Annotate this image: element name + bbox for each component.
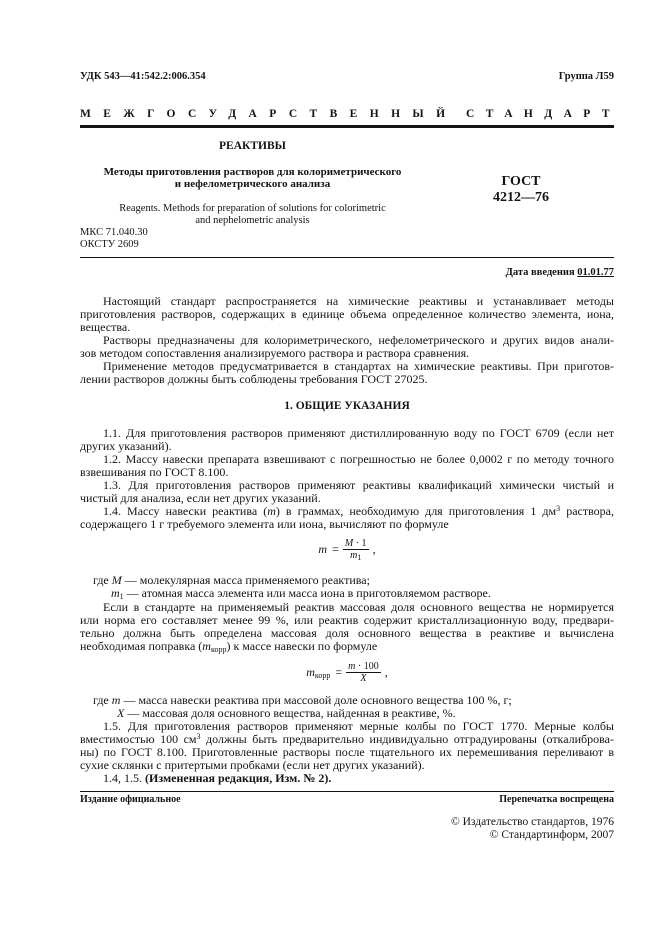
text-line: приготовления растворов, содержащих в единице объема определенное количество элемента, иона, — [80, 307, 614, 321]
text-line: или норма его составляет менее 99 %, или реактив содержит кристаллизационную воду, предвари- — [80, 613, 614, 627]
standard-designation — [470, 174, 572, 206]
subtitle-en-line: Reagents. Methods for preparation of solutions for colorimetric — [119, 203, 386, 214]
gost-number: 4212—76 — [493, 190, 549, 205]
formula-numerator: m · 100 — [348, 660, 379, 672]
correction-paragraph — [80, 601, 614, 653]
group-code: Группа Л59 — [558, 71, 614, 82]
formula-equals: = — [335, 664, 343, 679]
formula-2-legend — [80, 694, 614, 720]
formula-comma: , — [384, 664, 388, 679]
text-line: Растворы предназначены для колориметрического, нефелометрического и других видов анали- — [103, 333, 614, 347]
text-line: необходимая поправка $(m_{корр})$ к массе навески по формуле — [80, 639, 378, 654]
document-title: РЕАКТИВЫ — [219, 140, 286, 152]
clause-1-4 — [80, 505, 614, 531]
subtitle-en-line: and nephelometric analysis — [195, 215, 310, 226]
intro-paragraph-1 — [80, 295, 614, 334]
text-line: тельно должна быть определена массовая доля основного вещества в реактиве и вычислена — [80, 626, 614, 640]
formula-lhs: m — [318, 541, 328, 556]
footer-rule — [80, 791, 614, 792]
classification-codes — [80, 227, 148, 251]
subtitle-russian — [80, 166, 425, 190]
text-line: X — массовая доля основного вещества, найденная в реактиве, %. — [117, 706, 456, 720]
text-line: ны) по ГОСТ 8.100. Приготовленные растворы после тщательного их перемешивания переливают в — [80, 745, 614, 759]
text-line: лении растворов должны быть соблюдены требования ГОСТ 27025. — [80, 372, 428, 386]
amendment-note — [80, 772, 614, 785]
okstu-code: ОКСТУ 2609 — [80, 239, 139, 250]
gost-label: ГОСТ — [501, 174, 541, 189]
title-rule — [80, 257, 614, 258]
banner-interstate: МЕЖГОСУДАРСТВЕННЫЙ — [80, 108, 458, 120]
clause-1-2 — [80, 453, 614, 479]
formula-lhs: $m_{корр}$ — [306, 664, 331, 680]
text-line: вещества. — [80, 320, 131, 334]
formula-equals: = — [332, 541, 339, 556]
banner-standard: СТАНДАРТ — [466, 108, 621, 120]
effective-date-value: 01.01.77 — [577, 267, 614, 278]
formula-fraction — [343, 538, 369, 561]
text-line: Если в стандарте на применяемый реактив массовая доля основного вещества не нормируется — [103, 600, 614, 614]
subtitle-ru-line: и нефелометрического анализа — [174, 178, 331, 190]
text-line: где m — масса навески реактива при массовой доле основного вещества 100 %, г; — [93, 693, 512, 707]
effective-date-label: Дата введения — [505, 267, 575, 278]
text-line: зов методом сопоставления анализируемого раствора и раствора сравнения. — [80, 346, 470, 360]
formula-numerator: M · 1 — [344, 537, 367, 549]
formula-correction — [80, 659, 614, 685]
effective-date — [506, 266, 614, 279]
text-line: 1.3. Для приготовления растворов применяют реактивы квалификаций химически чистый и — [103, 478, 614, 492]
intro-paragraph-3 — [80, 360, 614, 386]
formula-mass — [80, 536, 614, 562]
banner-rule — [80, 125, 614, 128]
text-line: содержащего 1 г требуемого элемента или иона, вычисляют по формуле — [80, 517, 449, 531]
clause-1-1 — [80, 427, 614, 453]
formula-denominator: X — [360, 672, 367, 684]
subtitle-english — [80, 203, 425, 227]
formula-comma: , — [372, 541, 376, 556]
udc-code: УДК 543—41:542.2:006.354 — [80, 71, 206, 82]
subtitle-ru-line: Методы приготовления растворов для колориметрического — [103, 166, 402, 178]
text-line: Применение методов предусматривается в стандартах на химические реактивы. При приготов- — [103, 359, 614, 373]
text-line: чистый для анализа, если нет других указаний. — [80, 491, 321, 505]
text-line: взвешивания по ГОСТ 8.100. — [80, 465, 229, 479]
text-line: 1.4. Массу навески реактива (m) в граммах, необходимую для приготовления 1 $дм^3$ раствора, — [103, 504, 614, 518]
copyright-line: © Стандартинформ, 2007 — [489, 829, 614, 841]
formula-denominator: $m_1$ — [350, 549, 362, 562]
mks-code: МКС 71.040.30 — [80, 227, 148, 238]
formula-1-legend — [80, 574, 614, 600]
text-line: 1.4, 1.5. (Измененная редакция, Изм. № 2). — [103, 771, 332, 785]
text-line: где M — молекулярная масса применяемого реактива; — [93, 573, 370, 587]
copyright-line: © Издательство стандартов, 1976 — [450, 816, 614, 828]
copyright-block — [451, 816, 614, 842]
text-line: 1.5. Для приготовления растворов применяют мерные колбы по ГОСТ 1770. Мерные колбы — [103, 719, 614, 733]
formula-fraction — [346, 661, 381, 684]
official-edition-label: Издание официальное — [80, 794, 181, 805]
text-line: 1.1. Для приготовления растворов применяют дистиллированную воду по ГОСТ 6709 (если нет — [103, 426, 614, 440]
text-line: других указаний). — [80, 439, 172, 453]
text-line: 1.2. Массу навески препарата взвешивают с погрешностью не более 0,0002 г по методу точного — [103, 452, 614, 466]
intro-paragraph-2 — [80, 334, 614, 360]
text-line: Настоящий стандарт распространяется на химические реактивы и устанавливает методы — [103, 294, 614, 308]
clause-1-5 — [80, 720, 614, 772]
reprint-prohibited-label: Перепечатка воспрещена — [499, 794, 614, 805]
text-line: $m_1$ — атомная масса элемента или масса иона в приготовляемом растворе. — [111, 586, 491, 601]
clause-1-3 — [80, 479, 614, 505]
text-line: сухие склянки с притертыми пробками (если нет других указаний). — [80, 758, 425, 772]
section-heading: 1. ОБЩИЕ УКАЗАНИЯ — [284, 400, 410, 412]
text-line: вместимостью 100 $см^3$ должны быть предварительно индивидуально отградуированы (откалиброва- — [80, 732, 614, 746]
